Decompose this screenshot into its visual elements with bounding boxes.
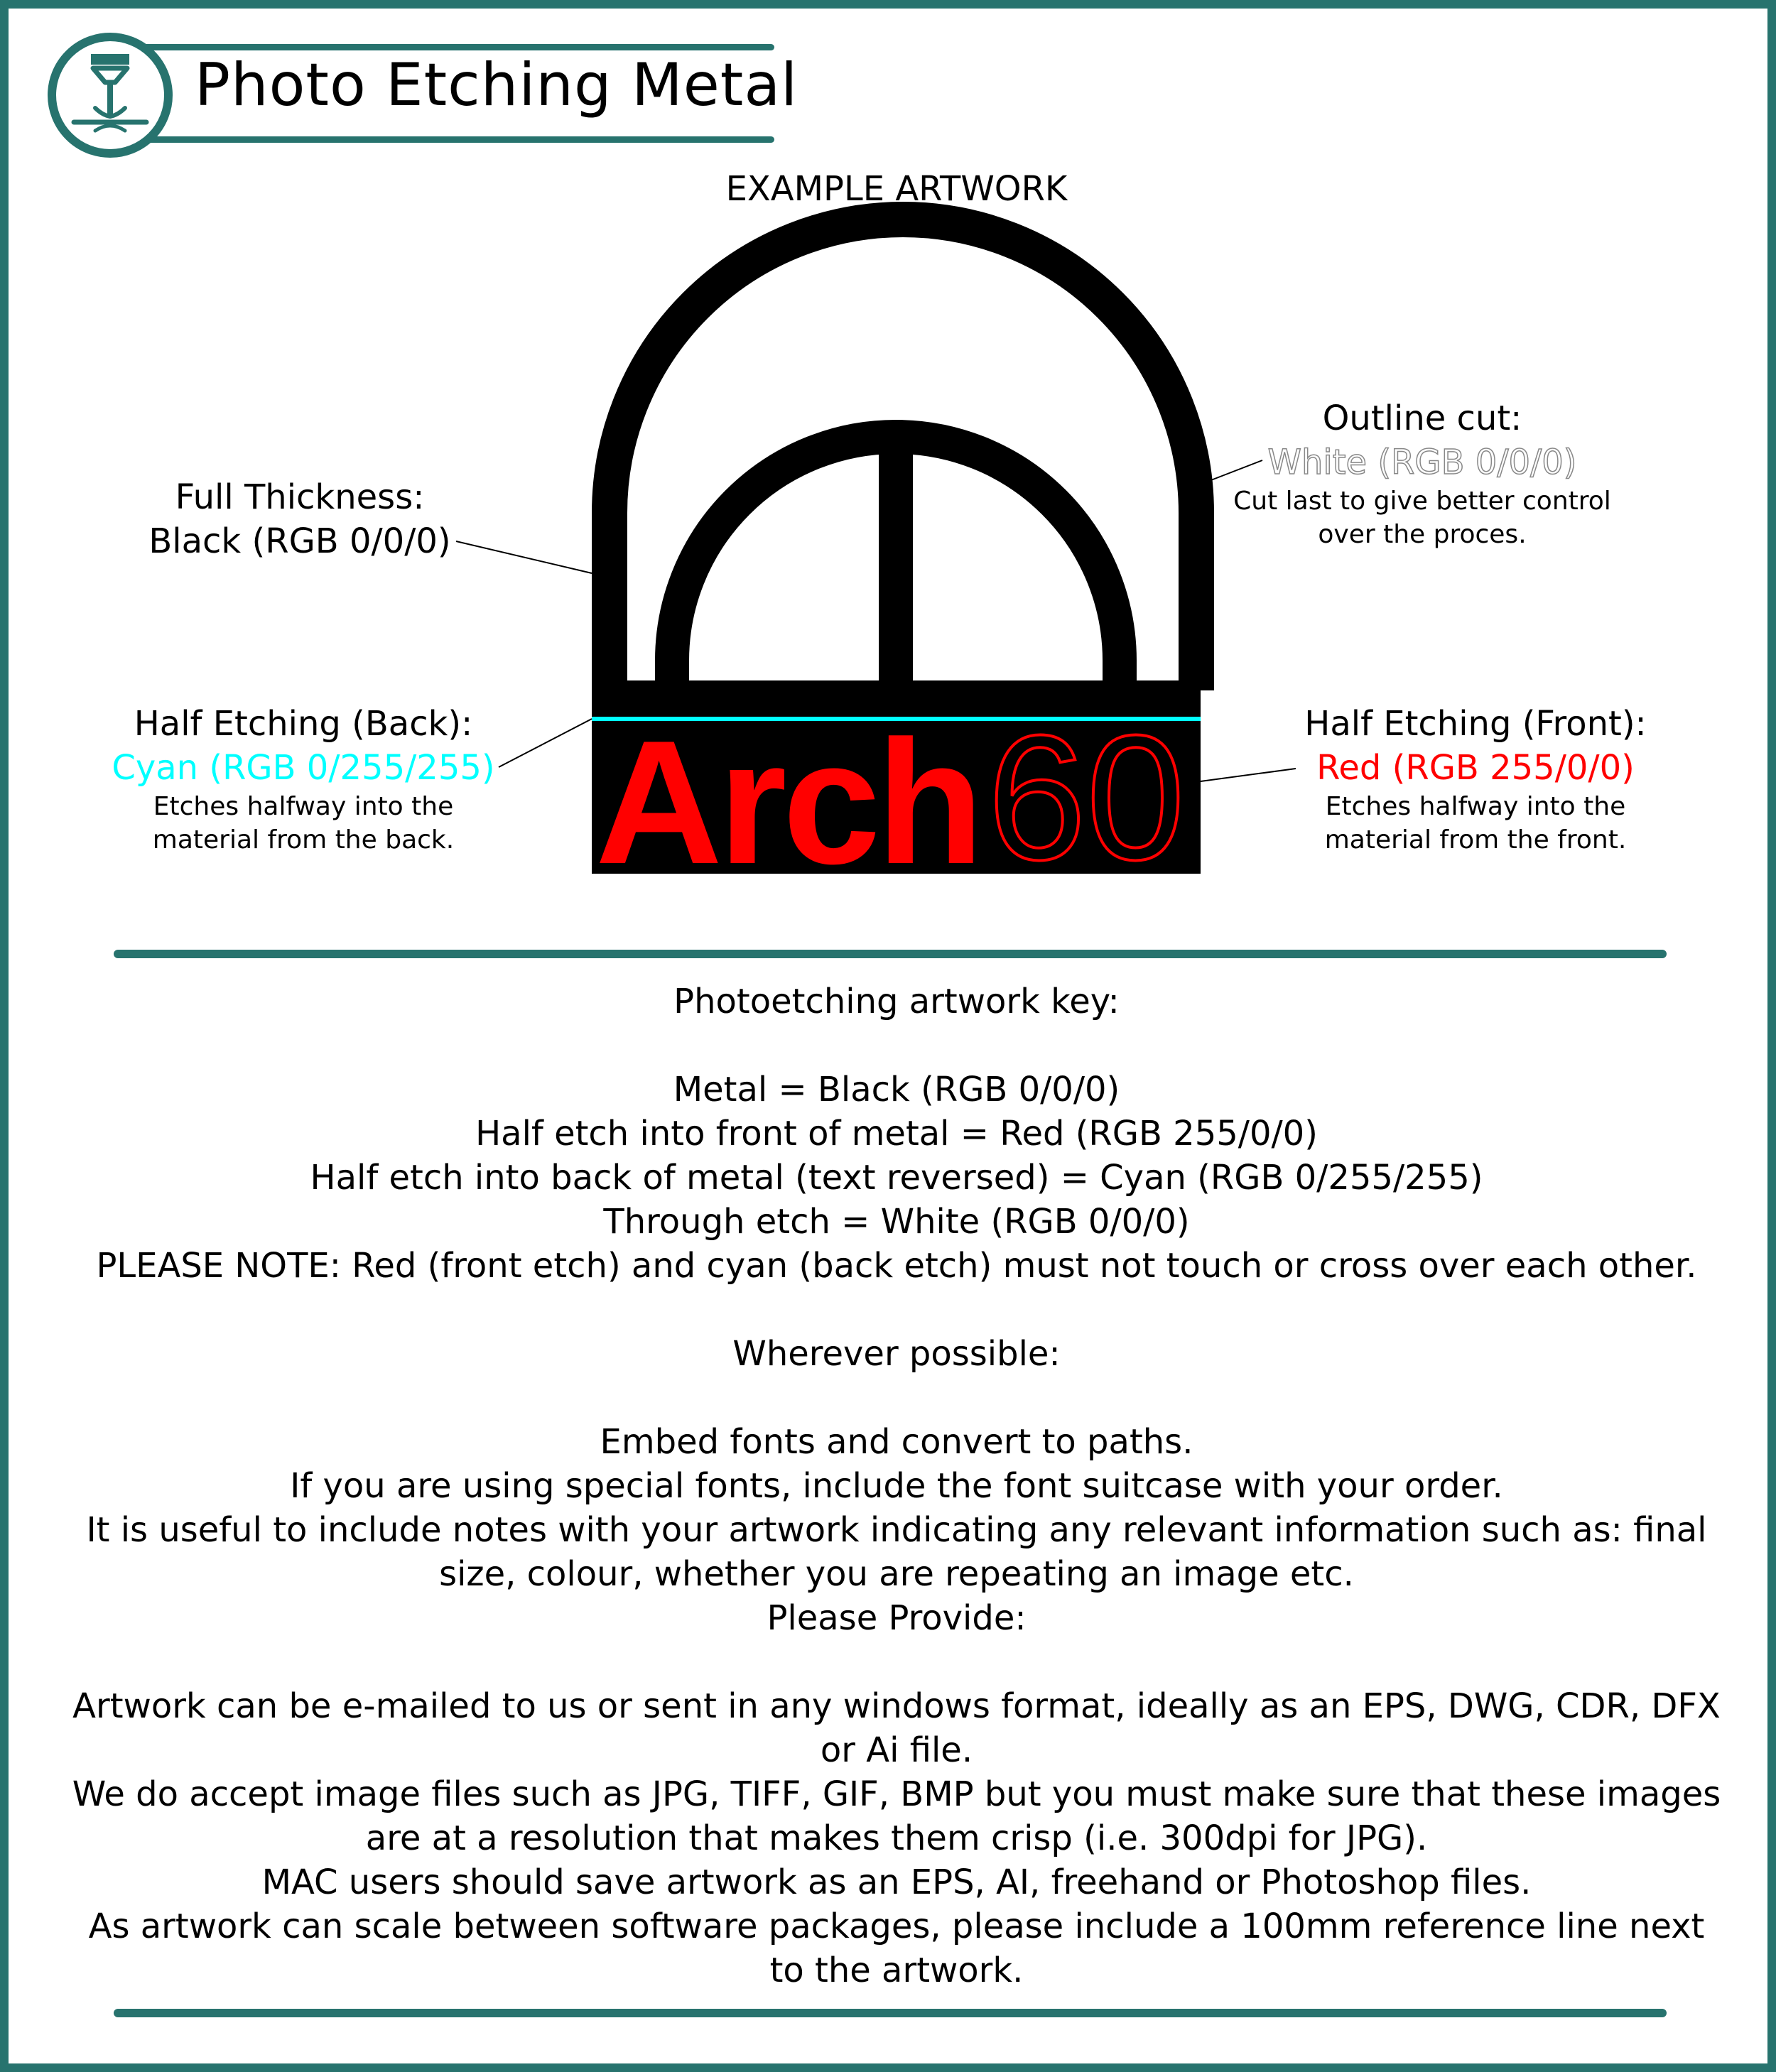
half-back-desc-2: material from the back. [152, 825, 455, 855]
outline-number-text: 60 [987, 698, 1186, 896]
key-line: Embed fonts and convert to paths. [600, 1422, 1193, 1462]
key-line [37, 1024, 1756, 1068]
half-back-title: Half Etching (Back): [134, 704, 473, 744]
half-front-desc-2: material from the front. [1324, 825, 1627, 855]
key-line: Through etch = White (RGB 0/0/0) [603, 1202, 1190, 1242]
outline-cut-color: White (RGB 0/0/0) [1267, 443, 1577, 482]
key-line: PLEASE NOTE: Red (front etch) and cyan (back etch) must not touch or cross over each other. [96, 1246, 1697, 1286]
key-line: MAC users should save artwork as an EPS, AI, freehand or Photoshop files. [261, 1862, 1532, 1902]
label-half-front [1245, 702, 1706, 857]
key-line [37, 1640, 1756, 1684]
key-line: Half etch into front of metal = Red (RGB 255/0/0) [475, 1114, 1318, 1154]
label-full-thickness [94, 475, 506, 563]
outline-cut-desc-1: Cut last to give better control [1233, 487, 1611, 516]
key-line: size, colour, whether you are repeating an image etc. [439, 1554, 1354, 1594]
page-title: Photo Etching Metal [195, 50, 798, 119]
half-front-title: Half Etching (Front): [1304, 704, 1647, 744]
key-line: are at a resolution that makes them crisp (i.e. 300dpi for JPG). [365, 1818, 1428, 1858]
outline-cut-title: Outline cut: [1322, 398, 1522, 438]
key-line: If you are using special fonts, include the font suitcase with your order. [290, 1466, 1503, 1506]
key-line: Artwork can be e-mailed to us or sent in any windows format, ideally as an EPS, DWG, CDR, DFX [72, 1686, 1721, 1726]
key-line: It is useful to include notes with your artwork indicating any relevant information such as: final [86, 1510, 1707, 1550]
outline-cut-desc-2: over the proces. [1318, 520, 1527, 549]
label-outline-cut [1209, 396, 1635, 551]
key-line: Metal = Black (RGB 0/0/0) [673, 1070, 1120, 1110]
key-line: Half etch into back of metal (text reversed) = Cyan (RGB 0/255/255) [310, 1158, 1483, 1198]
key-line: Please Provide: [767, 1598, 1027, 1638]
key-line: Photoetching artwork key: [673, 982, 1120, 1021]
half-front-desc-1: Etches halfway into the [1325, 792, 1626, 821]
key-line: Wherever possible: [732, 1334, 1061, 1374]
center-bar [879, 432, 913, 690]
divider-bottom [114, 2009, 1667, 2017]
key-line [37, 1288, 1756, 1332]
half-back-color: Cyan (RGB 0/255/255) [112, 748, 495, 788]
divider-top [114, 950, 1667, 958]
key-line: As artwork can scale between software packages, please include a 100mm reference line next [88, 1906, 1705, 1946]
half-front-color: Red (RGB 255/0/0) [1316, 748, 1635, 788]
full-thickness-color: Black (RGB 0/0/0) [148, 521, 451, 561]
arch-text: Arch [595, 703, 980, 901]
key-line: We do accept image files such as JPG, TIFF, GIF, BMP but you must make sure that these images [72, 1774, 1721, 1814]
key-line [37, 1376, 1756, 1420]
key-line: or Ai file. [820, 1730, 973, 1770]
full-thickness-title: Full Thickness: [175, 477, 425, 517]
half-back-desc-1: Etches halfway into the [153, 792, 454, 821]
key-line: to the artwork. [769, 1951, 1024, 1990]
label-half-back [72, 702, 534, 857]
artwork-key-text [37, 980, 1756, 1992]
example-artwork-heading: EXAMPLE ARTWORK [725, 169, 1068, 209]
